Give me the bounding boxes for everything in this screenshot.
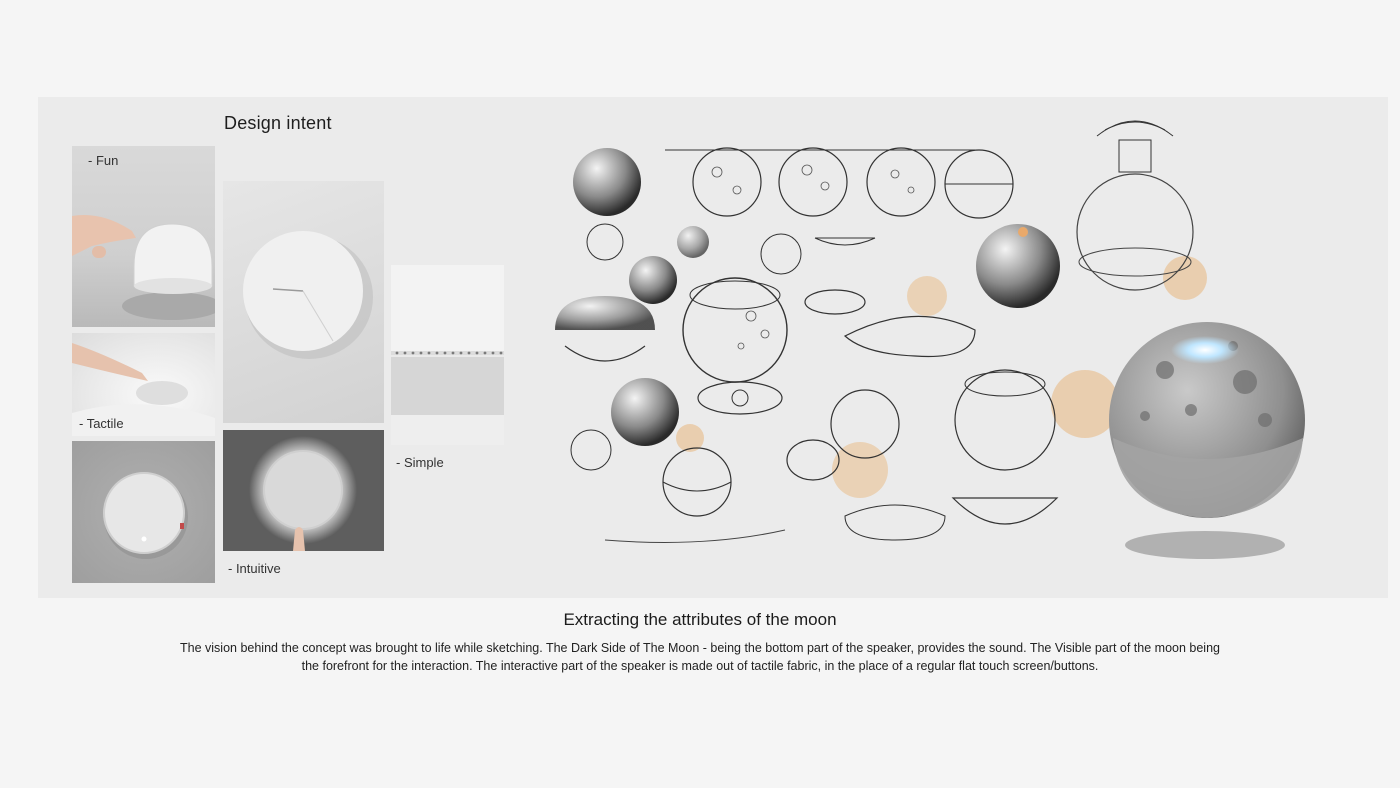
intuitive-label: - Intuitive	[228, 561, 281, 576]
caption-line-2: the forefront for the interaction. The interactive part of the speaker is made out of tactile fabric, in the place of a regular flat touch screen/buttons.	[301, 659, 1099, 673]
caption-body	[100, 639, 1300, 675]
glowing-ring-photo	[223, 430, 384, 551]
caption-line-1: The vision behind the concept was brought to life while sketching. The Dark Side of The Moon - being the bottom part of the speaker, provides the sound. The Visible part of the moon being	[180, 641, 1220, 655]
caption-title: Extracting the attributes of the moon	[563, 610, 837, 629]
design-intent-heading: Design intent	[224, 113, 332, 133]
fun-photo	[72, 146, 215, 327]
moon-speaker-sketches	[545, 120, 1315, 570]
wall-disc-photo	[223, 181, 384, 423]
fun-label: - Fun	[88, 153, 119, 168]
fabric-disc-photo	[72, 441, 215, 583]
tactile-label: - Tactile	[79, 416, 124, 431]
simple-label: - Simple	[396, 455, 444, 470]
speaker-photo	[391, 265, 504, 445]
